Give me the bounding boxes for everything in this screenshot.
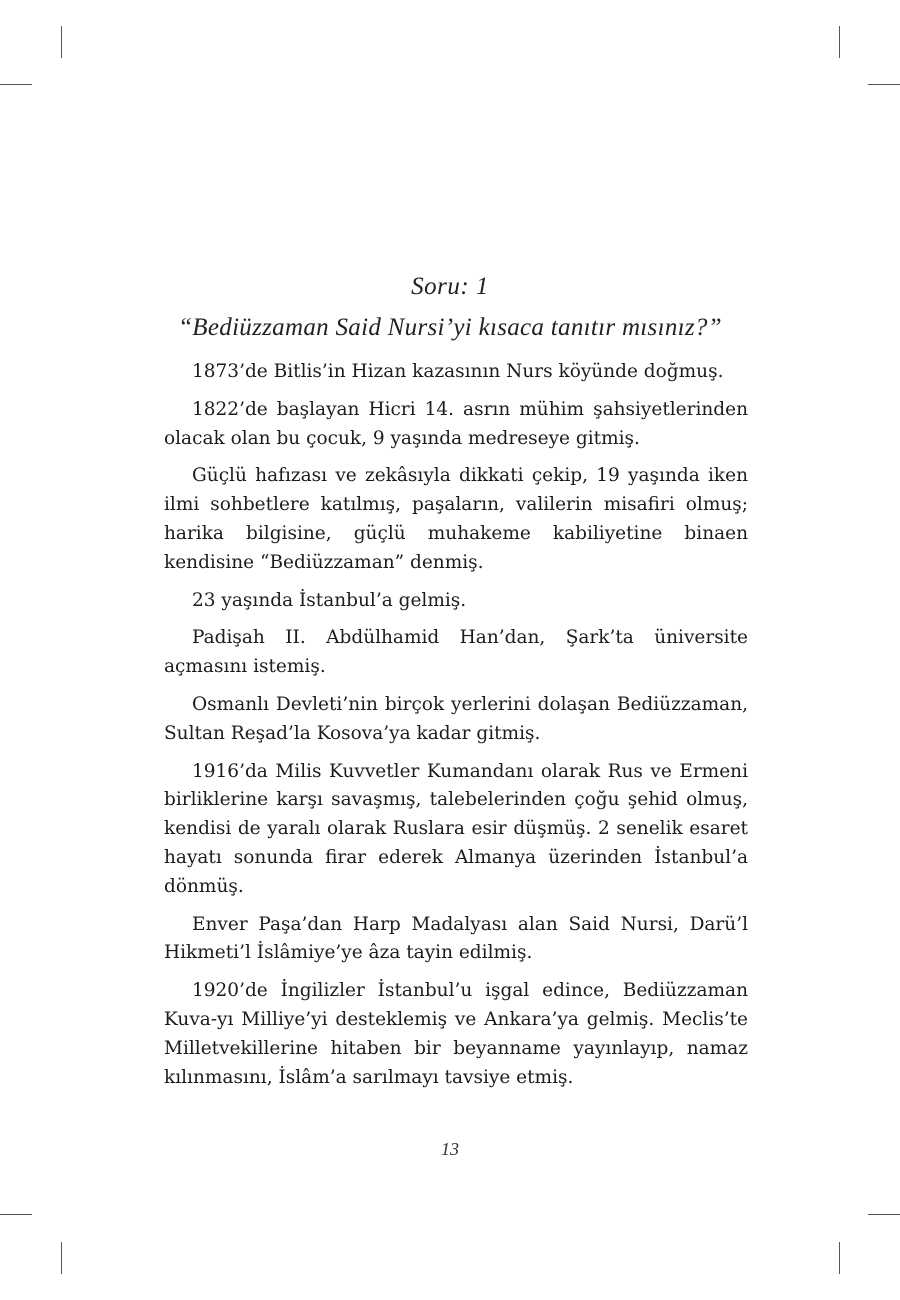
paragraph: Osmanlı Devleti’nin birçok yerlerini dolaşan Bediüzzaman, Sultan Reşad’la Kosova’ya kadar gitmiş. bbox=[164, 693, 748, 744]
paragraph: Güçlü hafızası ve zekâsıyla dikkati çekip, 19 yaşında iken ilmi sohbetlere katılmış, paşaların, valilerin misafiri olmuş; harika bilgisine, güçlü muhakeme kabiliyetine binaen kendisine “Bediüzzaman” denmiş. bbox=[164, 465, 748, 573]
crop-mark-bottom-left-vertical bbox=[61, 1242, 62, 1274]
crop-mark-top-left-vertical bbox=[61, 26, 62, 58]
crop-mark-top-right-vertical bbox=[839, 26, 840, 58]
crop-mark-bottom-right-vertical bbox=[839, 1242, 840, 1274]
paragraph: Padişah II. Abdülhamid Han’dan, Şark’ta üniversite açmasını istemiş. bbox=[164, 627, 748, 678]
paragraph: 1916’da Milis Kuvvetler Kumandanı olarak Rus ve Ermeni birliklerine karşı savaşmış, talebelerinden çoğu şehid olmuş, kendisi de yaralı olarak Ruslara esir düşmüş. 2 senelik esaret hayatı sonunda firar ederek Almanya üzerinden İstanbul’a dönmüş. bbox=[164, 760, 748, 897]
paragraph: Enver Paşa’dan Harp Madalyası alan Said Nursi, Darü’l Hikmeti’l İslâmiye’ye âza tayin edilmiş. bbox=[164, 913, 748, 964]
paragraph: 1873’de Bitlis’in Hizan kazasının Nurs köyünde doğmuş. bbox=[192, 361, 724, 382]
crop-mark-bottom-left-horizontal bbox=[0, 1214, 32, 1215]
paragraph: 1822’de başlayan Hicri 14. asrın mühim şahsiyetlerinden olacak olan bu çocuk, 9 yaşında medreseye gitmiş. bbox=[164, 398, 748, 449]
page-number: 13 bbox=[441, 1139, 459, 1159]
crop-mark-bottom-right-horizontal bbox=[868, 1214, 900, 1215]
question-number: Soru: 1 bbox=[411, 273, 489, 300]
paragraph: 1920’de İngilizler İstanbul’u işgal edince, Bediüzzaman Kuva-yı Milliye’yi desteklemiş ve Ankara’ya gelmiş. Meclis’te Milletvekillerine hitaben bir beyanname yayınlayıp, namaz kılınmasını, İslâm’a sarılmayı tavsiye etmiş. bbox=[164, 980, 748, 1088]
crop-mark-top-right-horizontal bbox=[868, 84, 900, 85]
question-heading bbox=[0, 270, 900, 345]
crop-mark-top-left-horizontal bbox=[0, 84, 32, 85]
answer-body bbox=[164, 358, 748, 1101]
question-text: “Bediüzzaman Said Nursi’yi kısaca tanıtır mısınız?” bbox=[178, 314, 722, 341]
paragraph: 23 yaşında İstanbul’a gelmiş. bbox=[192, 589, 467, 611]
